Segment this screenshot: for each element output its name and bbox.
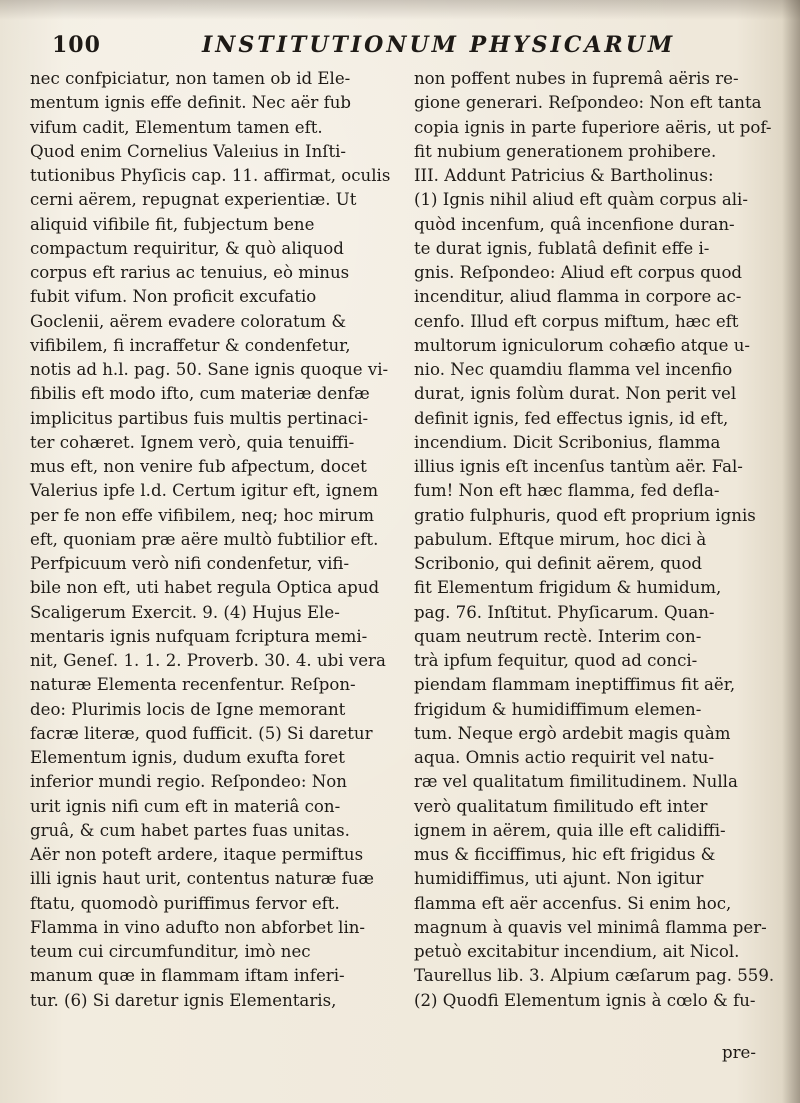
text-line: gnis. Reſpondeo: Aliud eft corpus quod — [414, 263, 743, 282]
top-shadow — [0, 0, 800, 20]
text-line: aliquid vifibile fit, fubjectum bene — [30, 214, 315, 234]
text-line: vifum cadit, Elementum tamen eft. — [30, 117, 323, 137]
text-line: gruâ, & cum habet partes fuas unitas. — [30, 820, 350, 840]
text-line: pabulum. Eftque mirum, hoc dici à — [414, 529, 707, 549]
text-line: (2) Quodfi Elementum ignis à cœlo & fu- — [414, 990, 756, 1010]
text-line: tum. Neque ergò ardebit magis quàm — [414, 723, 731, 743]
text-line: fum! Non eft hæc flamma, fed defla- — [414, 481, 720, 501]
text-line: notis ad h.l. pag. 50. Sane ignis quoque vi- — [30, 360, 389, 379]
text-line: te durat ignis, fublatâ definit effe i- — [414, 238, 710, 258]
text-line: Elementum ignis, dudum exufta foret — [30, 748, 345, 767]
text-line: incenditur, aliud flamma in corpore ac- — [414, 287, 742, 307]
text-line: Flamma in vino adufto non abforbet lin- — [30, 917, 366, 937]
text-line: nec confpiciatur, non tamen ob id Ele- — [30, 69, 351, 88]
text-line: facræ literæ, quod fufficit. (5) Si daretur — [30, 723, 373, 743]
text-line: Quod enim Cornelius Valeıius in Inſti- — [30, 141, 347, 161]
text-line: ignem in aërem, quia ille eft calidiffi- — [414, 820, 726, 840]
left-column — [30, 67, 392, 1013]
text-line: tutionibus Phyſicis cap. 11. affirmat, oculis — [30, 166, 391, 185]
text-line: flamma eft aër accenfus. Si enim hoc, — [414, 893, 732, 913]
text-line: III. Addunt Patricius & Bartholinus: — [414, 166, 714, 185]
text-line: nit, Geneſ. 1. 1. 2. Proverb. 30. 4. ubi vera — [30, 651, 386, 670]
page-edge-shadow — [782, 0, 800, 1103]
text-line: urit ignis nifi cum eft in materiâ con- — [30, 796, 341, 816]
text-line: aqua. Omnis actio requirit vel natu- — [414, 748, 715, 767]
text-line: naturæ Elementa recenfentur. Reſpon- — [30, 675, 356, 695]
text-line: Perfpicuum verò nifi condenfetur, vifi- — [30, 554, 350, 573]
text-line: trà ipfum fequitur, quod ad conci- — [414, 651, 698, 670]
text-line: fibilis eft modo ifto, cum materiæ denfæ — [30, 384, 370, 404]
text-line: illius ignis eſt incenſus tantùm aër. Fal- — [414, 457, 743, 476]
text-line: multorum igniculorum cohæfio atque u- — [414, 335, 751, 355]
text-line: compactum requiritur, & quò aliquod — [30, 238, 344, 258]
text-line: frigidum & humidiffimum elemen- — [414, 699, 702, 719]
text-line: cerni aërem, repugnat experientiæ. Ut — [30, 190, 357, 210]
text-line: implicitus partibus fuis multis pertinaci- — [30, 408, 369, 428]
text-line: Scaligerum Exercit. 9. (4) Hujus Ele- — [30, 602, 340, 622]
page-number: 100 — [52, 32, 101, 58]
text-line: cenfo. Illud eft corpus miftum, hæc eft — [414, 311, 739, 331]
text-line: Valerius ipfe l.d. Certum igitur eft, ignem — [30, 481, 379, 501]
text-line: pag. 76. Inſtitut. Phyſicarum. Quan- — [414, 602, 715, 622]
text-line: fit Elementum frigidum & humidum, — [414, 578, 722, 598]
text-line: Goclenii, aërem evadere coloratum & — [30, 311, 347, 331]
text-line: mus eft, non venire fub afpectum, docet — [30, 457, 367, 476]
text-line: mentum ignis effe definit. Nec aër fub — [30, 93, 352, 113]
text-line: Taurellus lib. 3. Alpium cæſarum pag. 559. — [414, 966, 775, 986]
text-line: Aër non poteft ardere, itaque permiftus — [30, 845, 364, 864]
text-line: verò qualitatum fimilitudo eft inter — [414, 796, 708, 816]
text-line: deo: Plurimis locis de Igne memorant — [30, 699, 346, 719]
text-line: quòd incenfum, quâ incenfione duran- — [414, 214, 735, 234]
right-column — [414, 67, 774, 1013]
text-line: ter cohæret. Ignem verò, quia tenuiffi- — [30, 432, 355, 452]
text-line: teum cui circumfunditur, imò nec — [30, 942, 311, 961]
text-line: petuò excitabitur incendium, ait Nicol. — [414, 942, 740, 961]
text-line: nio. Nec quamdiu flamma vel incenfio — [414, 360, 733, 379]
text-line: mentaris ignis nufquam fcriptura memi- — [30, 626, 368, 646]
running-title: INSTITUTIONUM PHYSICARUM — [202, 32, 676, 58]
text-line: vifibilem, fi incraffetur & condenfetur, — [30, 335, 351, 355]
text-line: quam neutrum rectè. Interim con- — [414, 626, 702, 646]
text-line: eft, quoniam præ aëre multò fubtilior eft. — [30, 529, 379, 549]
text-line: illi ignis haut urit, contentus naturæ fuæ — [30, 869, 375, 889]
text-line: fit nubium generationem prohibere. — [414, 141, 717, 161]
text-line: magnum à quavis vel minimâ flamma per- — [414, 917, 767, 937]
text-line: durat, ignis folùm durat. Non perit vel — [414, 384, 737, 404]
text-line: gratio fulphuris, quod eft proprium ignis — [414, 505, 756, 525]
text-line: copia ignis in parte fuperiore aëris, ut pof- — [414, 117, 772, 137]
text-line: manum quæ in flammam iftam inferi- — [30, 966, 345, 986]
text-line: tur. (6) Si daretur ignis Elementaris, — [30, 990, 337, 1010]
text-line: mus & ficciffimus, hic eft frigidus & — [414, 845, 716, 864]
text-line: humidiffimus, uti ajunt. Non igitur — [414, 869, 704, 889]
text-line: non poffent nubes in fupremâ aëris re- — [414, 69, 739, 88]
text-line: incendium. Dicit Scribonius, flamma — [414, 432, 721, 452]
text-line: gione generari. Reſpondeo: Non eft tanta — [414, 93, 762, 113]
catchword: pre- — [722, 1043, 756, 1062]
text-line: (1) Ignis nihil aliud eft quàm corpus ali- — [414, 190, 748, 210]
text-line: ræ vel qualitatum fimilitudinem. Nulla — [414, 772, 738, 792]
text-line: per fe non effe vifibilem, neq; hoc mirum — [30, 505, 374, 525]
text-line: fubit vifum. Non proficit excufatio — [30, 287, 317, 307]
text-line: bile non eft, uti habet regula Optica apud — [30, 578, 380, 598]
text-line: ftatu, quomodò puriffimus fervor eft. — [30, 893, 340, 913]
text-line: inferior mundi regio. Reſpondeo: Non — [30, 772, 347, 792]
text-line: definit ignis, fed effectus ignis, id eft, — [414, 408, 729, 428]
page-header — [30, 32, 770, 64]
text-line: corpus eft rarius ac tenuius, eò minus — [30, 263, 350, 282]
text-line: piendam flammam ineptiffimus fit aër, — [414, 675, 736, 695]
text-line: Scribonio, qui definit aërem, quod — [414, 554, 703, 573]
